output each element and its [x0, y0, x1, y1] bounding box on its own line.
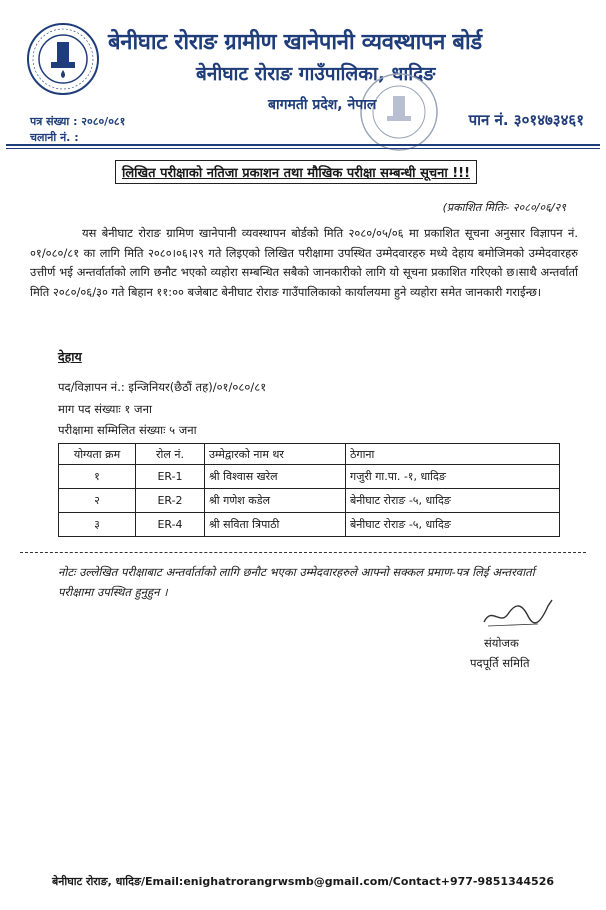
cell-name: श्री सविता त्रिपाठी — [205, 513, 346, 537]
signature — [478, 596, 558, 632]
column-header-address: ठेगाना — [346, 444, 560, 465]
header-divider — [6, 144, 600, 146]
body-paragraph: यस बेनीघाट रोराङ ग्रामिण खानेपानी व्यवस्थापन बोर्डको मिति २०८०/०५/०६ मा प्रकाशित सूचना अनुसार विज्ञापन नं. ०१/०८०/८१ का लागि मिति २०८०।०६।२९ गते लिइएको लिखित परीक्षामा उपस्थित उम्मेदवारहरु मध्ये देहाय बमोजिमको उम्मेदवारहरु उत्तीर्ण भई अन्तर्वार्ताको लागि छनौट भएको व्यहोरा सम्बन्धित सबैको जानकारीको लागि यो सूचना प्रकाशित गरिएको छ।साथै अन्तर्वार्ता मिति २०८०/०६/३० गते बिहान ११:०० बजेबाट बेनीघाट रोराङ गाउँपालिकाको कार्यालयमा हुने व्यहोरा समेत जानकारी गराईन्छ। — [30, 226, 578, 299]
municipality-subtitle: बेनीघाट रोराङ गाउँपालिका, धादिङ — [196, 63, 436, 85]
cell-roll: ER-2 — [136, 489, 205, 513]
cell-address: गजुरी गा.पा. -१, धादिङ — [346, 465, 560, 489]
cell-rank: १ — [59, 465, 136, 489]
organization-title: बेनीघाट रोराङ ग्रामीण खानेपानी व्यवस्थापन बोर्ड — [108, 30, 482, 55]
board-logo — [26, 22, 100, 96]
notice-body — [30, 224, 578, 302]
post-advertisement: पद/विज्ञापन नं.: इन्जिनियर(छैठौं तह)/०१/०८०/८१ — [58, 380, 267, 394]
cell-roll: ER-1 — [136, 465, 205, 489]
table-row — [59, 513, 560, 537]
note-text: नोटः उल्लेखित परीक्षाबाट अन्तर्वार्ताको लागि छनौट भएका उम्मेदवारहरुले आफ्नो सक्कल प्रमाण-पत्र लिई अन्तरवार्ता परीक्षामा उपस्थित हुनुहुन । — [58, 565, 535, 599]
table-row — [59, 465, 560, 489]
cell-address: बेनीघाट रोराङ -५, धादिङ — [346, 489, 560, 513]
cell-roll: ER-4 — [136, 513, 205, 537]
table-row — [59, 489, 560, 513]
results-table — [58, 443, 560, 537]
cell-name: श्री गणेश कडेल — [205, 489, 346, 513]
cell-rank: २ — [59, 489, 136, 513]
cell-rank: ३ — [59, 513, 136, 537]
published-date: (प्रकाशित मितिः- २०८०/०६/२९ — [442, 201, 566, 214]
pan-number: पान नं. ३०१४७३४६१ — [468, 111, 584, 129]
column-header-name: उम्मेद्वारको नाम थर — [205, 444, 346, 465]
signatory-committee: पदपूर्ति समिति — [470, 656, 530, 670]
notice-subject: लिखित परीक्षाको नतिजा प्रकाशन तथा मौखिक परीक्षा सम्बन्धी सूचना !!! — [115, 160, 477, 184]
cell-name: श्री विश्वास खरेल — [205, 465, 346, 489]
footer-contact: बेनीघाट रोराङ, धादिङ/Email:enighatrorangrwsmb@gmail.com/Contact+977-9851344526 — [51, 875, 555, 888]
column-header-roll: रोल नं. — [136, 444, 205, 465]
table-header-row — [59, 444, 560, 465]
province-line: बागमती प्रदेश, नेपाल — [268, 97, 377, 113]
dispatch-number: चलानी नं. : — [30, 131, 79, 144]
signatory-role: संयोजक — [484, 636, 519, 650]
reference-number: पत्र संख्या : २०८०/०८१ — [30, 115, 126, 128]
demand-count: माग पद संख्याः १ जना — [58, 402, 152, 416]
column-header-rank: योग्यता क्रम — [59, 444, 136, 465]
cell-address: बेनीघाट रोराङ -५, धादिङ — [346, 513, 560, 537]
details-heading: देहाय — [58, 349, 82, 364]
appeared-count: परीक्षामा सम्मिलित संख्याः ५ जना — [58, 423, 197, 437]
header-divider-thin — [6, 148, 600, 149]
dashed-separator — [20, 552, 586, 553]
